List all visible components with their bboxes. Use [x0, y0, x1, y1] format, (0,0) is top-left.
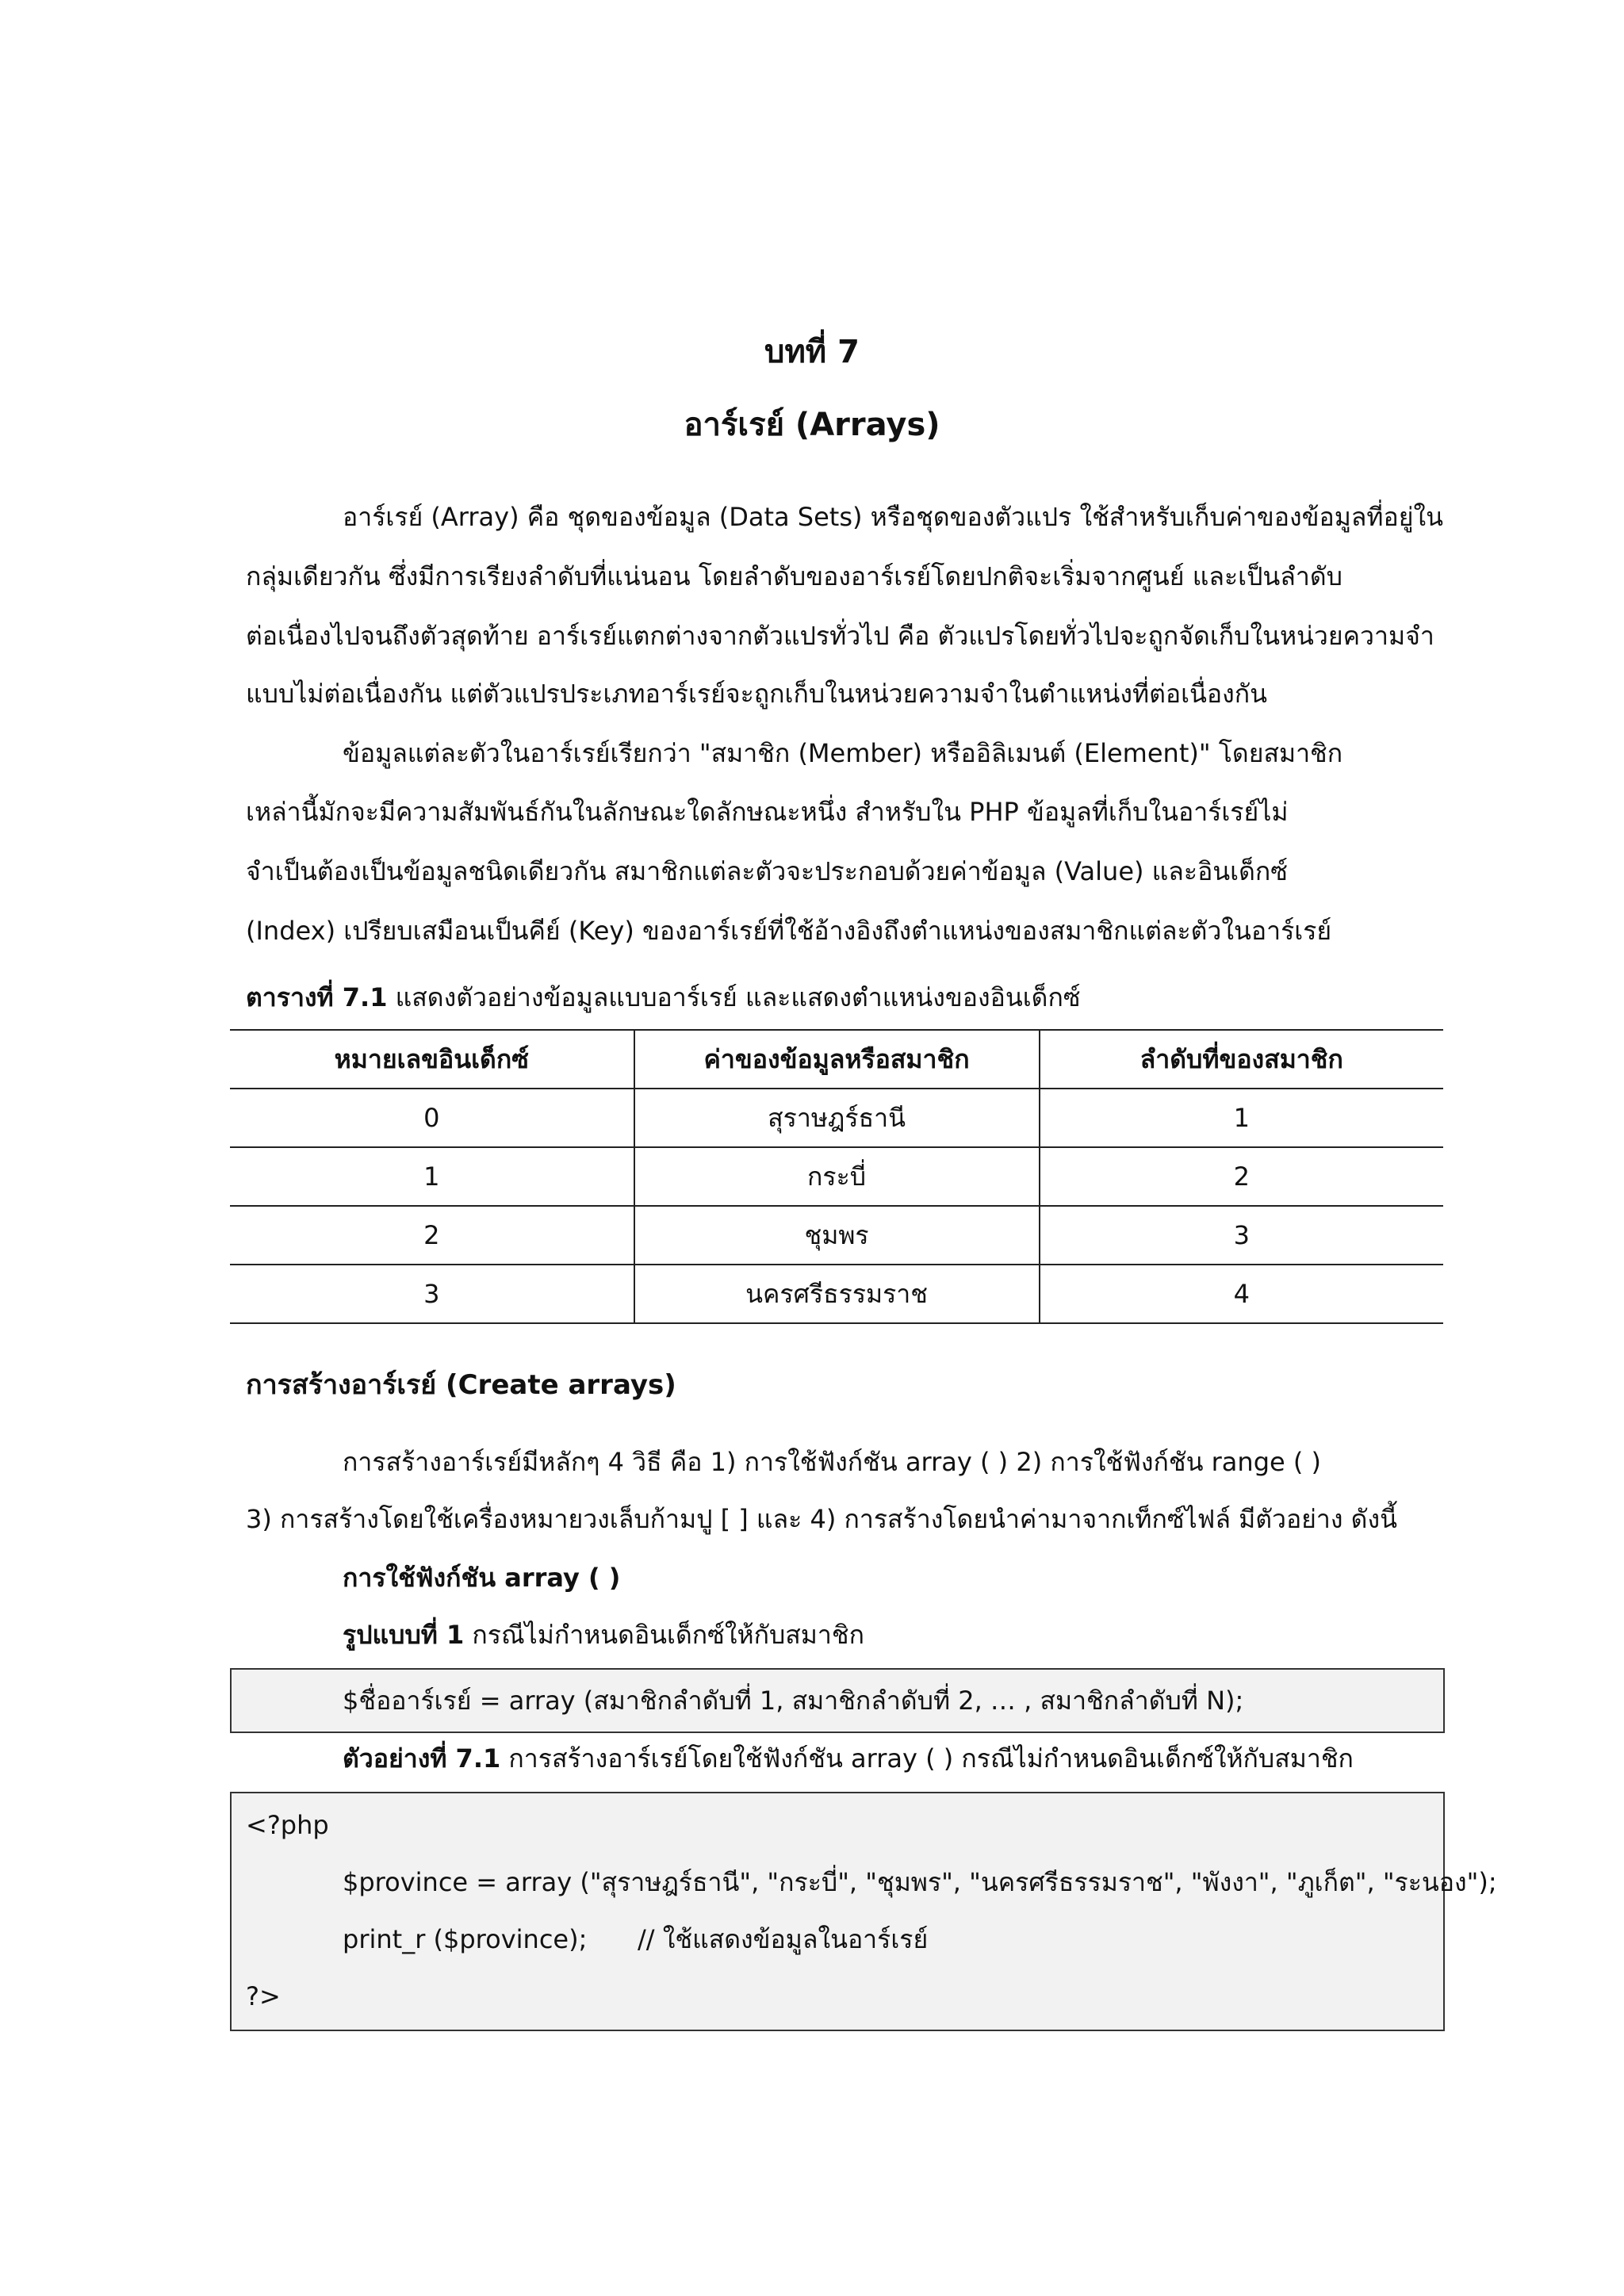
- chapter-title: อาร์เรย์ (Arrays): [684, 407, 940, 443]
- cell-order: 4: [1040, 1265, 1443, 1323]
- create-p1-line1: การสร้างอาร์เรย์มีหลักๆ 4 วิธี คือ 1) การใช้ฟังก์ชัน array ( ) 2) การใช้ฟังก์ชัน range ( ): [343, 1447, 1321, 1477]
- cell-value: กระบี่: [634, 1147, 1040, 1206]
- chapter-number: บทที่ 7: [764, 334, 860, 370]
- table-row: [230, 1147, 1443, 1206]
- cell-index: 3: [230, 1265, 634, 1323]
- cell-index: 1: [230, 1147, 634, 1206]
- table-caption-label: ตารางที่ 7.1: [246, 982, 388, 1012]
- section-heading-create-arrays: การสร้างอาร์เรย์ (Create arrays): [246, 1369, 676, 1401]
- table-caption: [246, 978, 1081, 1016]
- cell-order: 3: [1040, 1206, 1443, 1265]
- example-label: ตัวอย่างที่ 7.1: [343, 1743, 501, 1774]
- create-p1-line2: 3) การสร้างโดยใช้เครื่องหมายวงเล็บก้ามปู [ ] และ 4) การสร้างโดยนำค่ามาจากเท็กซ์ไฟล์ มีตัวอย่าง ดังนี้: [246, 1504, 1397, 1534]
- format-code-box: [230, 1668, 1445, 1733]
- table-row: [230, 1206, 1443, 1265]
- code-open-tag: <?php: [246, 1810, 329, 1840]
- intro-p1-line1: อาร์เรย์ (Array) คือ ชุดของข้อมูล (Data Sets) หรือชุดของตัวแปร ใช้สำหรับเก็บค่าของข้อมูลที่อยู่ใน: [343, 502, 1443, 532]
- code-comment: // ใช้แสดงข้อมูลในอาร์เรย์: [638, 1924, 929, 1954]
- cell-order: 2: [1040, 1147, 1443, 1206]
- intro-p2-line4: (Index) เปรียบเสมือนเป็นคีย์ (Key) ของอาร์เรย์ที่ใช้อ้างอิงถึงตำแหน่งของสมาชิกแต่ละตัวในอาร์เรย์: [246, 916, 1332, 946]
- header-index: หมายเลขอินเด็กซ์: [230, 1030, 634, 1089]
- cell-order: 1: [1040, 1089, 1443, 1147]
- cell-value: นครศรีธรรมราช: [634, 1265, 1040, 1323]
- intro-p1-line4: แบบไม่ต่อเนื่องกัน แต่ตัวแปรประเภทอาร์เรย์จะถูกเก็บในหน่วยความจำในตำแหน่งที่ต่อเนื่องกัน: [246, 679, 1267, 709]
- format-text: กรณีไม่กำหนดอินเด็กซ์ให้กับสมาชิก: [464, 1620, 864, 1650]
- array-index-table: [230, 1029, 1443, 1324]
- example-text: การสร้างอาร์เรย์โดยใช้ฟังก์ชัน array ( ) กรณีไม่กำหนดอินเด็กซ์ให้กับสมาชิก: [500, 1743, 1354, 1774]
- cell-index: 0: [230, 1089, 634, 1147]
- table-row: [230, 1089, 1443, 1147]
- intro-p2-line3: จำเป็นต้องเป็นข้อมูลชนิดเดียวกัน สมาชิกแต่ละตัวจะประกอบด้วยค่าข้อมูล (Value) และอินเด็กซ์: [246, 856, 1288, 886]
- code-line-print: print_r ($province);: [343, 1924, 588, 1954]
- cell-value: สุราษฎร์ธานี: [634, 1089, 1040, 1147]
- table-row: [230, 1265, 1443, 1323]
- intro-p1-line2: กลุ่มเดียวกัน ซึ่งมีการเรียงลำดับที่แน่นอน โดยลำดับของอาร์เรย์โดยปกติจะเริ่มจากศูนย์ และเป็นลำดับ: [246, 561, 1342, 591]
- cell-value: ชุมพร: [634, 1206, 1040, 1265]
- sub-heading-array-function: การใช้ฟังก์ชัน array ( ): [343, 1563, 621, 1593]
- code-close-tag: ?>: [246, 1981, 281, 2011]
- header-order: ลำดับที่ของสมาชิก: [1040, 1030, 1443, 1089]
- example-caption: [343, 1739, 1435, 1777]
- intro-p2-line2: เหล่านี้มักจะมีความสัมพันธ์กันในลักษณะใดลักษณะหนึ่ง สำหรับใน PHP ข้อมูลที่เก็บในอาร์เรย์ไม่: [246, 797, 1289, 827]
- table-header-row: [230, 1030, 1443, 1089]
- example-code-box: [230, 1792, 1497, 2031]
- code-line-province: $province = array ("สุราษฎร์ธานี", "กระบี่", "ชุมพร", "นครศรีธรรมราช", "พังงา", "ภูเก็ต", "ระนอง");: [343, 1867, 1497, 1897]
- format-label: รูปแบบที่ 1: [343, 1620, 465, 1650]
- table-caption-text: แสดงตัวอย่างข้อมูลแบบอาร์เรย์ และแสดงตำแหน่งของอินเด็กซ์: [387, 982, 1081, 1012]
- header-value: ค่าของข้อมูลหรือสมาชิก: [634, 1030, 1040, 1089]
- format-1-line: [343, 1616, 1435, 1654]
- cell-index: 2: [230, 1206, 634, 1265]
- format-code: $ชื่ออาร์เรย์ = array (สมาชิกลำดับที่ 1, สมาชิกลำดับที่ 2, … , สมาชิกลำดับที่ N);: [343, 1686, 1244, 1716]
- intro-p1-line3: ต่อเนื่องไปจนถึงตัวสุดท้าย อาร์เรย์แตกต่างจากตัวแปรทั่วไป คือ ตัวแปรโดยทั่วไปจะถูกจัดเก็บในหน่วยความจำ: [246, 621, 1434, 651]
- intro-p2-line1: ข้อมูลแต่ละตัวในอาร์เรย์เรียกว่า "สมาชิก (Member) หรืออิลิเมนต์ (Element)" โดยสมาชิก: [343, 738, 1343, 768]
